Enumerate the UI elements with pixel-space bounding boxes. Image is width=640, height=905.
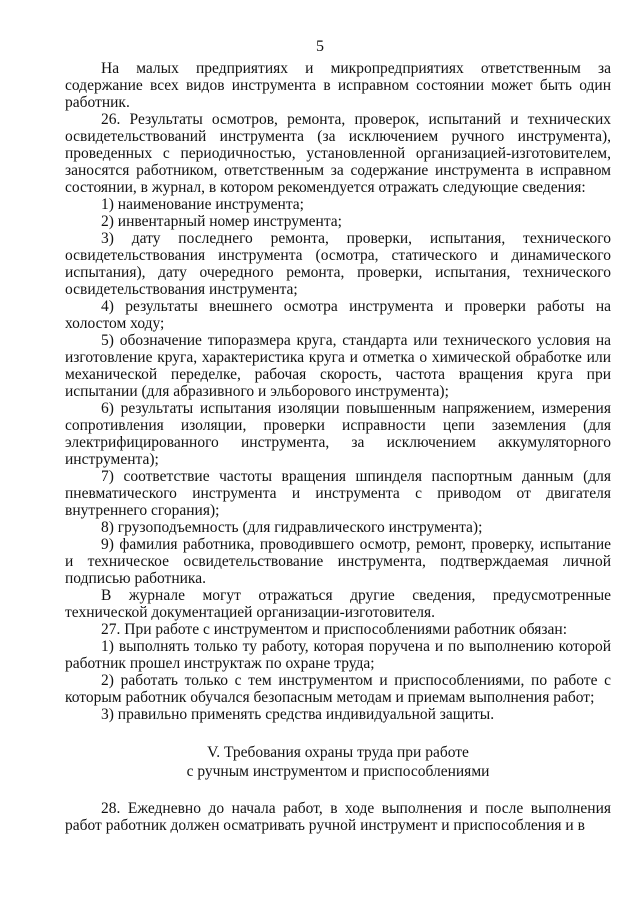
list-item-27-3: 3) правильно применять средства индивидуальной защиты. (101, 706, 495, 723)
paragraph-small-enterprises: На малых предприятиях и микропредприятиях ответственным за содержание всех видов инструмента в исправном состоянии может быть один работник. (65, 60, 611, 111)
list-item-27-1: 1) выполнять только ту работу, которая поручена и по выполнению которой работник прошел инструктаж по охране труда; (65, 638, 611, 672)
section-heading-line-2: с ручным инструментом и приспособлениями (186, 763, 490, 780)
list-item-26-7: 7) соответствие частоты вращения шпинделя паспортным данным (для пневматического инструмента и инструмента с приводом от двигателя внутреннего сгорания); (65, 468, 611, 519)
paragraph-journal-other: В журнале могут отражаться другие сведения, предусмотренные технической документацией организации-изготовителя. (65, 587, 611, 621)
section-heading-line-1: V. Требования охраны труда при работе (207, 744, 469, 761)
list-item-26-4: 4) результаты внешнего осмотра инструмента и проверки работы на холостом ходу; (65, 298, 611, 332)
list-item-26-8: 8) грузоподъемность (для гидравлического инструмента); (101, 519, 483, 536)
document-body (65, 60, 611, 834)
list-item-26-5: 5) обозначение типоразмера круга, стандарта или технического условия на изготовление круга, характеристика круга и отметка о химической обработке или механической переделке, рабочая скорость, частота вращения круга при испытании (для абразивного и эльборового инструмента); (65, 332, 611, 400)
list-item-26-9: 9) фамилия работника, проводившего осмотр, ремонт, проверку, испытание и техническое освидетельствование инструмента, подтверждаемая личной подписью работника. (65, 536, 611, 587)
list-item-26-1: 1) наименование инструмента; (101, 196, 304, 213)
list-item-26-2: 2) инвентарный номер инструмента; (101, 213, 342, 230)
paragraph-28: 28. Ежедневно до начала работ, в ходе выполнения и после выполнения работ работник должен осматривать ручной инструмент и приспособления и в (65, 800, 611, 834)
list-item-26-3: 3) дату последнего ремонта, проверки, испытания, технического освидетельствования инструмента (осмотра, статического и динамического испытания), дату очередного ремонта, проверки, испытания, технического освидетельствования инструмента; (65, 230, 611, 298)
list-item-27-2: 2) работать только с тем инструментом и приспособлениями, по работе с которым работник обучался безопасным методам и приемам выполнения работ; (65, 672, 611, 706)
paragraph-27: 27. При работе с инструментом и приспособлениями работник обязан: (101, 621, 567, 638)
list-item-26-6: 6) результаты испытания изоляции повышенным напряжением, измерения сопротивления изоляции, проверки исправности цепи заземления (для электрифицированного инструмента, за исключением аккумуляторного инструмента); (65, 400, 611, 468)
paragraph-26: 26. Результаты осмотров, ремонта, проверок, испытаний и технических освидетельствований инструмента (за исключением ручного инструмента), проведенных с периодичностью, установленной организацией-изготовителем, заносятся работником, ответственным за содержание инструмента в исправном состоянии, в журнал, в котором рекомендуется отражать следующие сведения: (65, 111, 611, 196)
section-heading (65, 743, 611, 781)
page-number: 5 (316, 38, 324, 55)
